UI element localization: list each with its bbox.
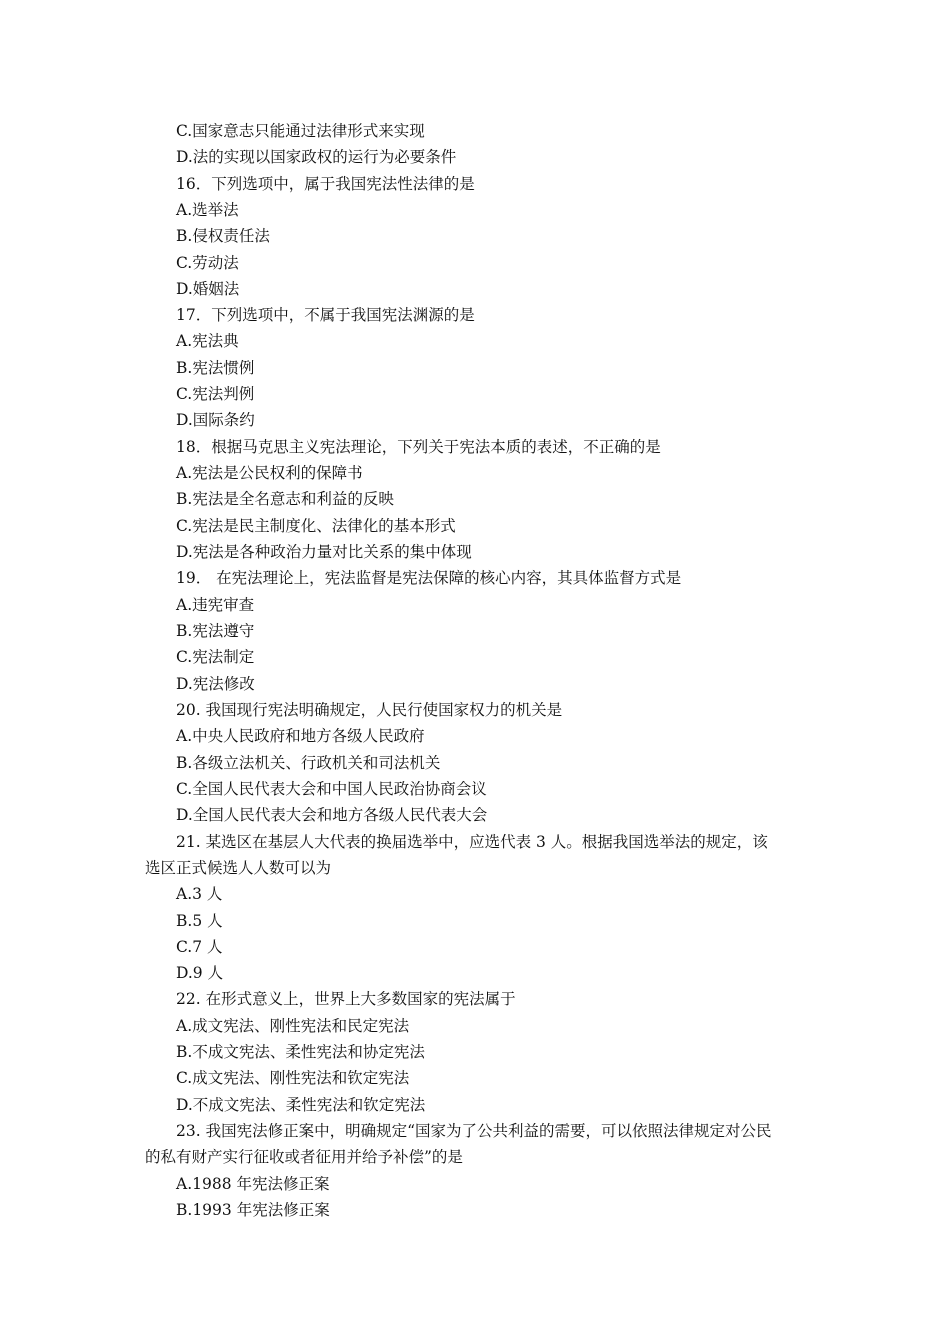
option-line: B.1993 年宪法修正案 <box>176 1201 330 1219</box>
option-line: A.选举法 <box>176 201 239 219</box>
option-line: B.宪法遵守 <box>176 622 255 640</box>
option-line: B.不成文宪法、柔性宪法和协定宪法 <box>176 1043 425 1061</box>
question-line: 19． 在宪法理论上，宪法监督是宪法保障的核心内容，其具体监督方式是 <box>176 569 682 587</box>
question-line-continued: 选区正式候选人人数可以为 <box>145 859 332 877</box>
option-line: C.宪法制定 <box>176 648 255 666</box>
option-line: A.1988 年宪法修正案 <box>176 1175 330 1193</box>
question-line: 16．下列选项中，属于我国宪法性法律的是 <box>176 175 475 193</box>
question-line: 17．下列选项中，不属于我国宪法渊源的是 <box>176 306 475 324</box>
option-line: B.宪法是全名意志和利益的反映 <box>176 490 394 508</box>
option-line: D.全国人民代表大会和地方各级人民代表大会 <box>176 806 488 824</box>
option-line: A.3 人 <box>176 885 223 903</box>
option-line: A.宪法典 <box>176 332 239 350</box>
question-line: 21. 某选区在基层人大代表的换届选举中，应选代表 3 人。根据我国选举法的规定，该 <box>176 833 768 851</box>
option-line: C.宪法是民主制度化、法律化的基本形式 <box>176 517 456 535</box>
option-line: B.侵权责任法 <box>176 227 270 245</box>
option-line: B.各级立法机关、行政机关和司法机关 <box>176 754 441 772</box>
option-line: C.成文宪法、刚性宪法和钦定宪法 <box>176 1069 410 1087</box>
question-line: 18．根据马克思主义宪法理论，下列关于宪法本质的表述，不正确的是 <box>176 438 661 456</box>
option-line: B.5 人 <box>176 912 223 930</box>
option-line: A.成文宪法、刚性宪法和民定宪法 <box>176 1017 410 1035</box>
option-line: D.法的实现以国家政权的运行为必要条件 <box>176 148 457 166</box>
option-line: A.宪法是公民权利的保障书 <box>176 464 363 482</box>
question-line-continued: 的私有财产实行征收或者征用并给予补偿”的是 <box>145 1148 463 1166</box>
question-line: 23. 我国宪法修正案中，明确规定“国家为了公共利益的需要，可以依照法律规定对公民 <box>176 1122 772 1140</box>
option-line: C.国家意志只能通过法律形式来实现 <box>176 122 425 140</box>
option-line: A.违宪审查 <box>176 596 255 614</box>
option-line: C.劳动法 <box>176 254 239 272</box>
question-line: 20. 我国现行宪法明确规定，人民行使国家权力的机关是 <box>176 701 563 719</box>
option-line: B.宪法惯例 <box>176 359 255 377</box>
option-line: C.宪法判例 <box>176 385 255 403</box>
option-line: D.婚姻法 <box>176 280 240 298</box>
option-line: C.7 人 <box>176 938 223 956</box>
option-line: C.全国人民代表大会和中国人民政治协商会议 <box>176 780 487 798</box>
option-line: D.不成文宪法、柔性宪法和钦定宪法 <box>176 1096 426 1114</box>
option-line: D.宪法修改 <box>176 675 255 693</box>
option-line: D.宪法是各种政治力量对比关系的集中体现 <box>176 543 472 561</box>
question-line: 22. 在形式意义上，世界上大多数国家的宪法属于 <box>176 990 516 1008</box>
option-line: D.9 人 <box>176 964 224 982</box>
option-line: A.中央人民政府和地方各级人民政府 <box>176 727 425 745</box>
option-line: D.国际条约 <box>176 411 255 429</box>
